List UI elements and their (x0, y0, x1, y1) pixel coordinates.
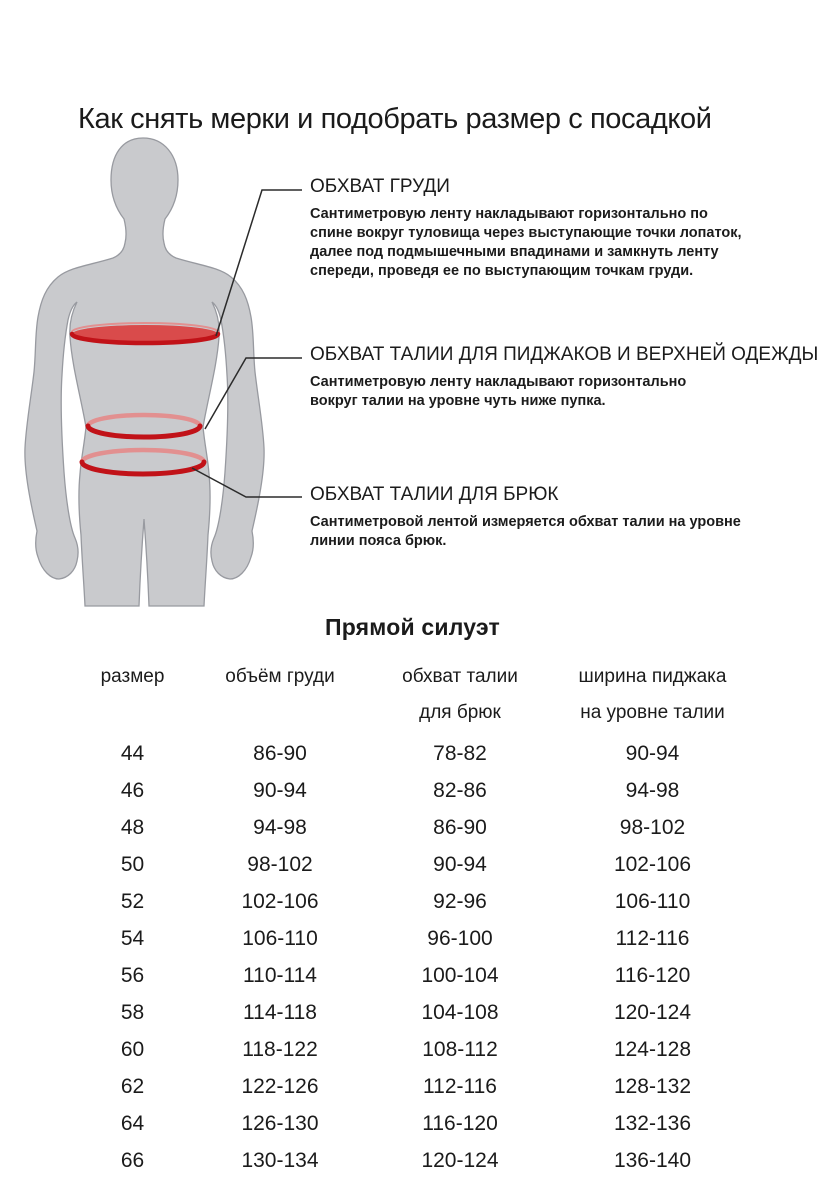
table-row (85, 846, 765, 883)
size-table-header (85, 666, 765, 723)
table-cell: 130-134 (241, 1149, 319, 1172)
column-header-size: размер (100, 666, 165, 687)
table-cell: 66 (120, 1149, 145, 1172)
table-row (85, 883, 765, 920)
table-row (85, 1105, 765, 1142)
table-cell: 136-140 (613, 1149, 692, 1172)
table-cell: 92-96 (433, 890, 487, 913)
table-row (85, 957, 765, 994)
column-header-waist-line2: для брюк (419, 702, 501, 723)
table-row (85, 1031, 765, 1068)
table-cell: 60 (120, 1038, 145, 1061)
table-cell: 128-132 (613, 1075, 692, 1098)
table-cell: 116-120 (422, 1112, 498, 1135)
header-row-1 (85, 666, 765, 687)
table-cell: 96-100 (427, 927, 493, 950)
table-cell: 116-120 (614, 964, 691, 987)
column-header-jacket-width-line2: на уровне талии (580, 702, 725, 723)
section-chest-body (310, 205, 742, 281)
table-cell: 86-90 (433, 816, 487, 839)
page-title: Как снять мерки и подобрать размер с посадкой (78, 103, 712, 136)
section-jacket-waist-body (310, 373, 818, 411)
table-cell: 110-114 (243, 964, 317, 987)
table-cell: 44 (120, 742, 145, 765)
table-title: Прямой силуэт (325, 614, 500, 640)
section-body-line: Сантиметровую ленту накладывают горизонтально по (310, 206, 708, 222)
table-cell: 90-94 (433, 853, 487, 876)
section-body-line: Сантиметровой лентой измеряется обхват талии на уровне (310, 514, 741, 530)
table-row (85, 1068, 765, 1105)
table-cell: 52 (120, 890, 145, 913)
table-cell: 46 (120, 779, 145, 802)
table-cell: 112-116 (423, 1075, 497, 1098)
table-row (85, 735, 765, 772)
column-header-chest-line2 (180, 702, 380, 723)
chest-tape-ellipse (72, 323, 218, 343)
section-body-line: спине вокруг туловища через выступающие точки лопаток, (310, 225, 742, 241)
table-cell: 58 (120, 1001, 145, 1024)
section-jacket-waist-heading: ОБХВАТ ТАЛИИ ДЛЯ ПИДЖАКОВ И ВЕРХНЕЙ ОДЕЖДЫ (310, 344, 819, 365)
table-cell: 54 (120, 927, 145, 950)
section-jacket-waist (310, 345, 818, 411)
section-body-line: вокруг талии на уровне чуть ниже пупка. (310, 393, 606, 409)
table-cell: 112-116 (615, 927, 690, 950)
section-trouser-waist (310, 485, 741, 551)
section-body-line: далее под подмышечными впадинами и замкнуть ленту (310, 244, 719, 260)
table-cell: 98-102 (619, 816, 686, 839)
table-cell: 108-112 (422, 1038, 498, 1061)
table-cell: 124-128 (613, 1038, 692, 1061)
table-cell: 100-104 (421, 964, 499, 987)
table-row (85, 772, 765, 809)
table-cell: 64 (120, 1112, 145, 1135)
table-cell: 104-108 (421, 1001, 499, 1024)
column-header-waist: обхват талии (402, 666, 518, 687)
table-cell: 90-94 (253, 779, 307, 802)
table-cell: 90-94 (625, 742, 680, 765)
table-cell: 106-110 (614, 890, 691, 913)
table-cell: 120-124 (421, 1149, 499, 1172)
table-cell: 78-82 (433, 742, 487, 765)
column-header-chest: объём груди (225, 666, 335, 687)
table-cell: 94-98 (253, 816, 307, 839)
table-cell: 82-86 (433, 779, 487, 802)
table-row (85, 1142, 765, 1179)
table-cell: 114-118 (243, 1001, 317, 1024)
section-chest (310, 177, 742, 281)
male-silhouette (25, 138, 264, 606)
table-cell: 106-110 (242, 927, 318, 950)
section-trouser-waist-body (310, 513, 741, 551)
table-cell: 50 (120, 853, 145, 876)
section-body-line: Сантиметровую ленту накладывают горизонтально (310, 374, 687, 390)
table-cell: 118-122 (242, 1038, 318, 1061)
table-cell: 62 (120, 1075, 145, 1098)
size-table-body (85, 735, 765, 1179)
table-cell: 102-106 (613, 853, 692, 876)
table-cell: 48 (120, 816, 145, 839)
table-cell: 120-124 (613, 1001, 692, 1024)
section-body-line: линии пояса брюк. (310, 533, 447, 549)
table-cell: 86-90 (253, 742, 307, 765)
column-header-jacket-width: ширина пиджака (578, 666, 727, 687)
column-header-size-line2 (85, 702, 180, 723)
table-row (85, 809, 765, 846)
section-trouser-waist-heading: ОБХВАТ ТАЛИИ ДЛЯ БРЮК (310, 484, 559, 505)
table-cell: 132-136 (613, 1112, 692, 1135)
table-row (85, 994, 765, 1031)
table-cell: 102-106 (241, 890, 319, 913)
section-chest-heading: ОБХВАТ ГРУДИ (310, 176, 450, 197)
table-cell: 94-98 (625, 779, 680, 802)
table-cell: 126-130 (241, 1112, 319, 1135)
table-cell: 122-126 (241, 1075, 319, 1098)
section-body-line: спереди, проведя ее по выступающим точкам груди. (310, 263, 694, 279)
table-cell: 56 (120, 964, 145, 987)
table-row (85, 920, 765, 957)
header-row-2 (85, 702, 765, 723)
table-cell: 98-102 (247, 853, 313, 876)
